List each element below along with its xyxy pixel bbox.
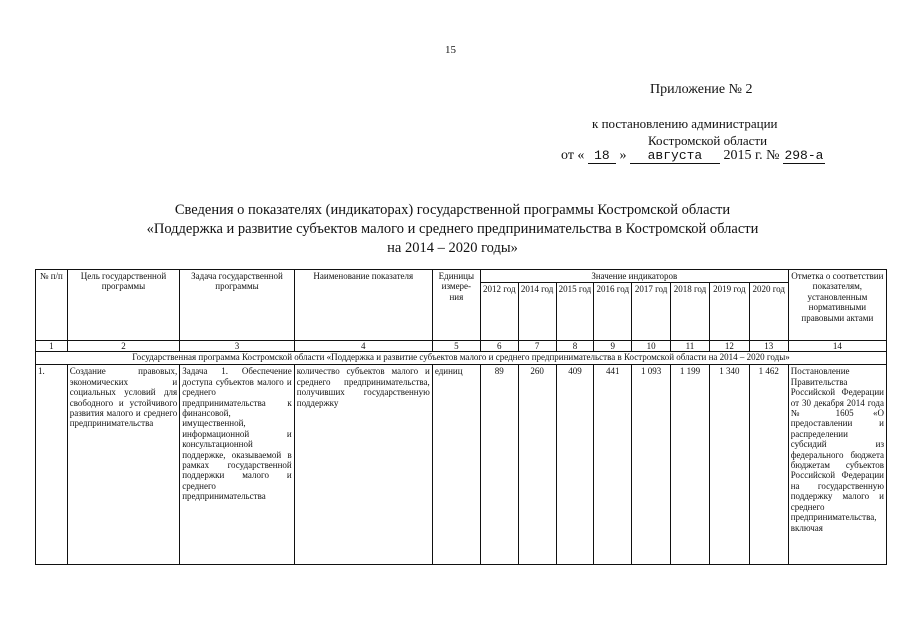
header-year: 2016 год (594, 283, 632, 341)
row-value: 1 340 (709, 365, 749, 565)
column-number: 12 (709, 341, 749, 352)
appendix-line-1: к постановлению администрации (592, 116, 778, 131)
document-heading (0, 201, 905, 258)
column-number: 1 (36, 341, 68, 352)
header-year: 2014 год (518, 283, 556, 341)
column-number: 7 (518, 341, 556, 352)
row-value: 260 (518, 365, 556, 565)
row-value: 89 (480, 365, 518, 565)
page-number: 15 (445, 44, 456, 56)
header-year: 2018 год (671, 283, 710, 341)
decree-number: 298-а (784, 148, 824, 163)
column-number: 3 (180, 341, 295, 352)
header-goal: Цель государственной программы (67, 270, 180, 341)
column-number: 10 (632, 341, 671, 352)
row-value: 1 199 (671, 365, 710, 565)
column-number: 5 (432, 341, 480, 352)
header-task: Задача государственной программы (180, 270, 295, 341)
row-task: Задача 1. Обеспечение доступа субъектов малого и среднего предпринимательства к финансовой, имущественной, информационной и консультационной поддержке, оказываемой в рамках государственной поддержки малого и среднего предпринимательства (180, 365, 295, 565)
header-year: 2012 год (480, 283, 518, 341)
heading-line-3: на 2014 – 2020 годы» (387, 240, 518, 256)
row-unit: единиц (432, 365, 480, 565)
header-mark: Отметка о соответствии показателям, установленным нормативными правовыми актами (788, 270, 886, 341)
row-mark: Постановление Правительства Российской Федерации от 30 декабря 2014 года № 1605 «О предоставлении и распределении субсидий из федерального бюджета бюджетам субъектов Российской Федерации на государственную поддержку малого и среднего предпринимательства, включая (788, 365, 886, 565)
column-numbers-row (36, 341, 887, 352)
heading-line-2: «Поддержка и развитие субъектов малого и среднего предпринимательства в Костромской области (146, 221, 759, 237)
date-prefix: от « (561, 148, 585, 163)
row-value: 1 093 (632, 365, 671, 565)
column-number: 6 (480, 341, 518, 352)
heading-line-1: Сведения о показателях (индикаторах) государственной программы Костромской области (174, 202, 731, 218)
column-number: 11 (671, 341, 710, 352)
date-month: августа (630, 148, 720, 164)
row-value: 1 462 (749, 365, 788, 565)
header-unit: Единицы измере-ния (432, 270, 480, 341)
appendix-line-2: Костромской области (648, 133, 768, 148)
header-year: 2020 год (749, 283, 788, 341)
date-day: 18 (588, 148, 616, 164)
appendix-date-line (561, 148, 825, 164)
header-year: 2019 год (709, 283, 749, 341)
header-year: 2015 год (556, 283, 594, 341)
date-year: 2015 г. № (723, 148, 780, 163)
row-num: 1. (36, 365, 68, 565)
header-indicator: Наименование показателя (294, 270, 432, 341)
column-number: 8 (556, 341, 594, 352)
date-mid: » (619, 148, 627, 163)
table-row (36, 365, 887, 565)
row-value: 441 (594, 365, 632, 565)
column-number: 9 (594, 341, 632, 352)
row-goal: Создание правовых, экономических и социальных условий для свободного и устойчивого развития малого и среднего предпринимательства (67, 365, 180, 565)
program-row: Государственная программа Костромской области «Поддержка и развитие субъектов малого и среднего предпринимательства в Костромской области на 2014 – 2020 годы» (36, 352, 887, 365)
column-number: 4 (294, 341, 432, 352)
column-number: 2 (67, 341, 180, 352)
column-number: 13 (749, 341, 788, 352)
header-num: № п/п (36, 270, 68, 341)
indicators-table (35, 269, 887, 565)
row-value: 409 (556, 365, 594, 565)
header-values-group: Значение индикаторов (480, 270, 788, 283)
column-number: 14 (788, 341, 886, 352)
appendix-title: Приложение № 2 (650, 82, 753, 97)
row-indicator: количество субъектов малого и среднего предпринимательства, получивших государственную поддержку (294, 365, 432, 565)
header-year: 2017 год (632, 283, 671, 341)
